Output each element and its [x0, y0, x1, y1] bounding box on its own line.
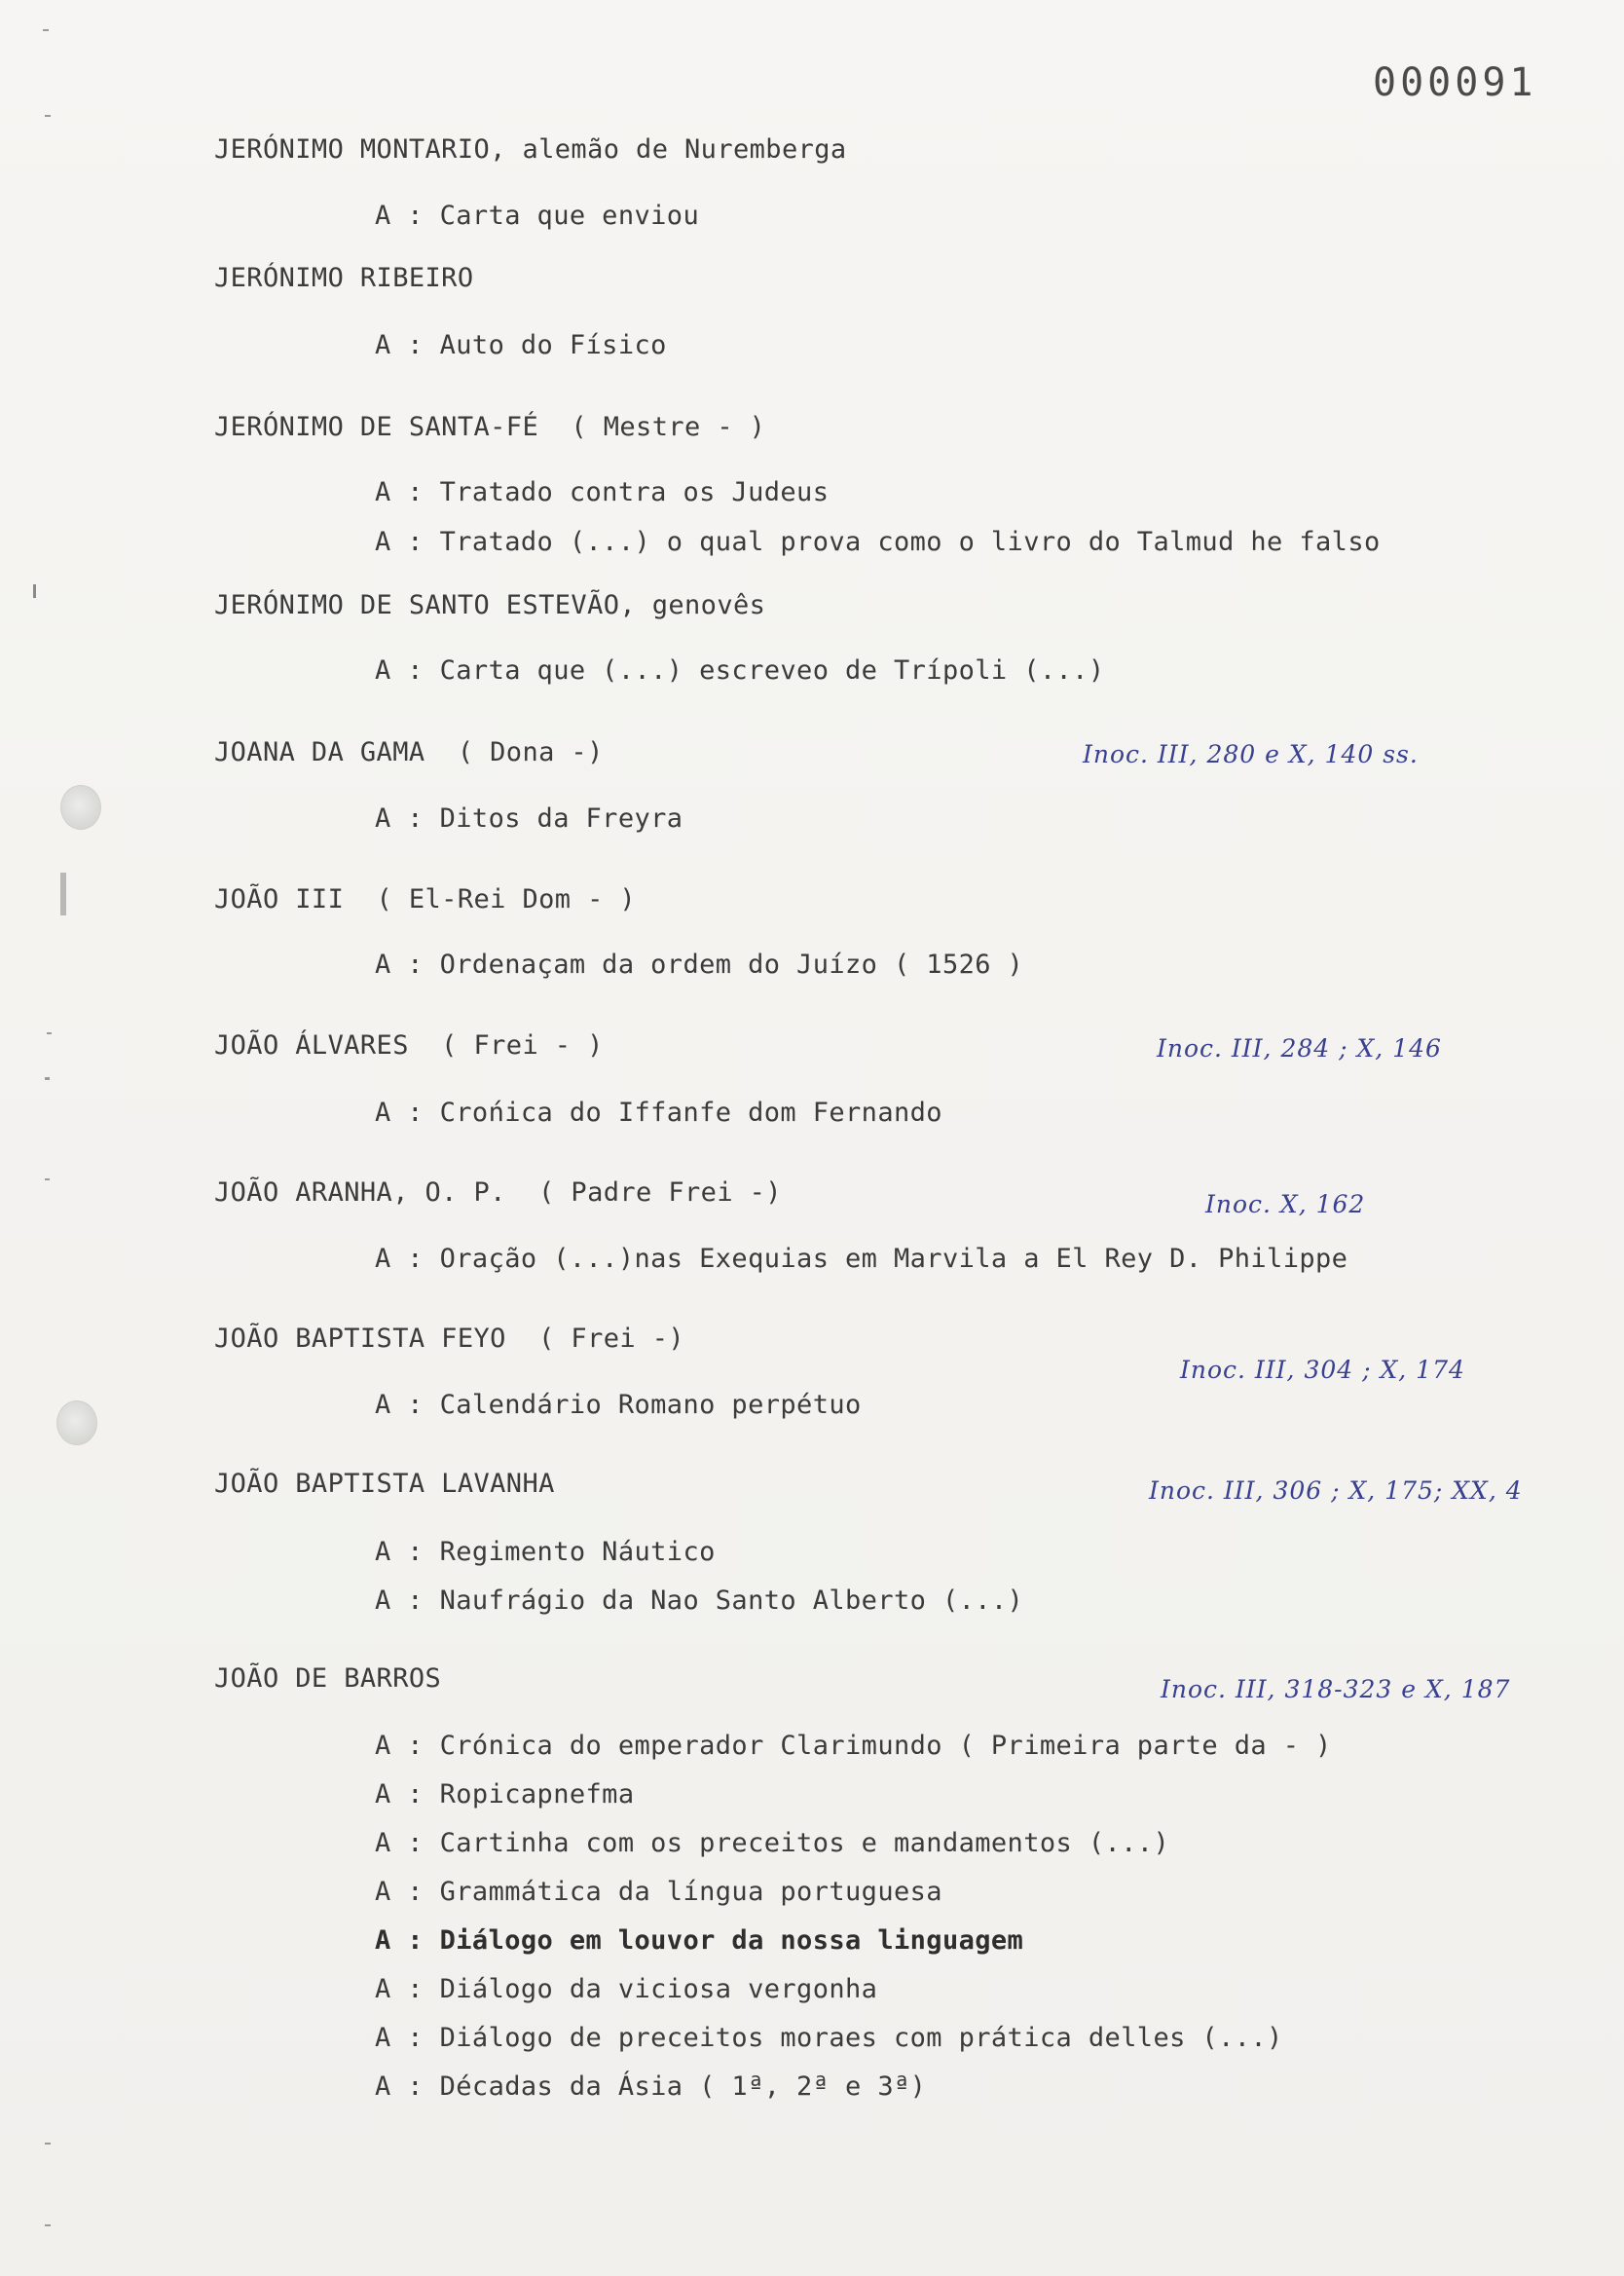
edge-mark — [45, 2224, 51, 2226]
entry-work: A : Diálogo em louvor da nossa linguagem — [375, 1925, 1024, 1956]
handwritten-reference-note: Inoc. III, 306 ; X, 175; XX, 4 — [1149, 1476, 1523, 1505]
entry-work: A : Tratado (...) o qual prova como o livro do Talmud he falso — [375, 527, 1381, 557]
entry-author: JERÓNIMO DE SANTA-FÉ ( Mestre - ) — [214, 412, 766, 442]
page-number: 000091 — [1373, 60, 1537, 105]
entry-author: JERÓNIMO RIBEIRO — [214, 263, 474, 293]
entry-author: JOÃO ÁLVARES ( Frei - ) — [214, 1030, 604, 1061]
entry-author: JOÃO ARANHA, O. P. ( Padre Frei -) — [214, 1177, 782, 1208]
entry-author: JOANA DA GAMA ( Dona -) — [214, 737, 604, 767]
entry-work: A : Tratado contra os Judeus — [375, 477, 830, 507]
entry-work: A : Naufrágio da Nao Santo Alberto (...) — [375, 1586, 1024, 1616]
edge-mark — [45, 2143, 51, 2145]
entry-work: A : Carta que enviou — [375, 201, 700, 231]
edge-mark — [45, 1077, 50, 1080]
entry-author: JERÓNIMO DE SANTO ESTEVÃO, genovês — [214, 590, 766, 620]
edge-mark — [45, 1178, 50, 1180]
edge-mark — [33, 584, 36, 598]
entry-work: A : Grammática da língua portuguesa — [375, 1877, 942, 1907]
handwritten-reference-note: Inoc. X, 162 — [1205, 1190, 1366, 1218]
handwritten-reference-note: Inoc. III, 280 e X, 140 ss. — [1083, 740, 1419, 768]
entry-author: JOÃO DE BARROS — [214, 1663, 442, 1694]
entry-author: JERÓNIMO MONTARIO, alemão de Nuremberga — [214, 134, 847, 165]
entry-work: A : Crónica do emperador Clarimundo ( Primeira parte da - ) — [375, 1731, 1332, 1761]
entry-author: JOÃO BAPTISTA LAVANHA — [214, 1469, 555, 1499]
entry-work: A : Ordenaçam da ordem do Juízo ( 1526 ) — [375, 950, 1024, 980]
entry-author: JOÃO III ( El-Rei Dom - ) — [214, 884, 637, 914]
handwritten-reference-note: Inoc. III, 318-323 e X, 187 — [1161, 1675, 1511, 1703]
handwritten-reference-note: Inoc. III, 284 ; X, 146 — [1157, 1034, 1442, 1063]
entry-work: A : Calendário Romano perpétuo — [375, 1390, 862, 1420]
entry-work: A : Diálogo de preceitos moraes com prática delles (...) — [375, 2023, 1283, 2053]
entry-work: A : Crońica do Iffanfe dom Fernando — [375, 1098, 942, 1128]
punch-hole-top — [60, 785, 101, 830]
entry-work: A : Diálogo da viciosa vergonha — [375, 1974, 878, 2004]
entry-work: A : Regimento Náutico — [375, 1537, 716, 1567]
edge-mark — [47, 1032, 52, 1034]
entry-work: A : Ropicapnefma — [375, 1779, 635, 1810]
entry-work: A : Auto do Físico — [375, 330, 667, 360]
entry-work: A : Cartinha com os preceitos e mandamentos (...) — [375, 1828, 1170, 1858]
handwritten-reference-note: Inoc. III, 304 ; X, 174 — [1180, 1356, 1465, 1384]
edge-smudge — [60, 873, 66, 915]
entry-work: A : Ditos da Freyra — [375, 803, 683, 834]
punch-hole-bottom — [56, 1400, 97, 1445]
entry-work: A : Oração (...)nas Exequias em Marvila a El Rey D. Philippe — [375, 1244, 1348, 1274]
entry-work: A : Décadas da Ásia ( 1ª, 2ª e 3ª) — [375, 2071, 927, 2102]
edge-mark — [45, 115, 51, 117]
edge-mark — [43, 29, 49, 31]
entry-work: A : Carta que (...) escreveo de Trípoli (...) — [375, 655, 1105, 686]
entry-author: JOÃO BAPTISTA FEYO ( Frei -) — [214, 1324, 685, 1354]
